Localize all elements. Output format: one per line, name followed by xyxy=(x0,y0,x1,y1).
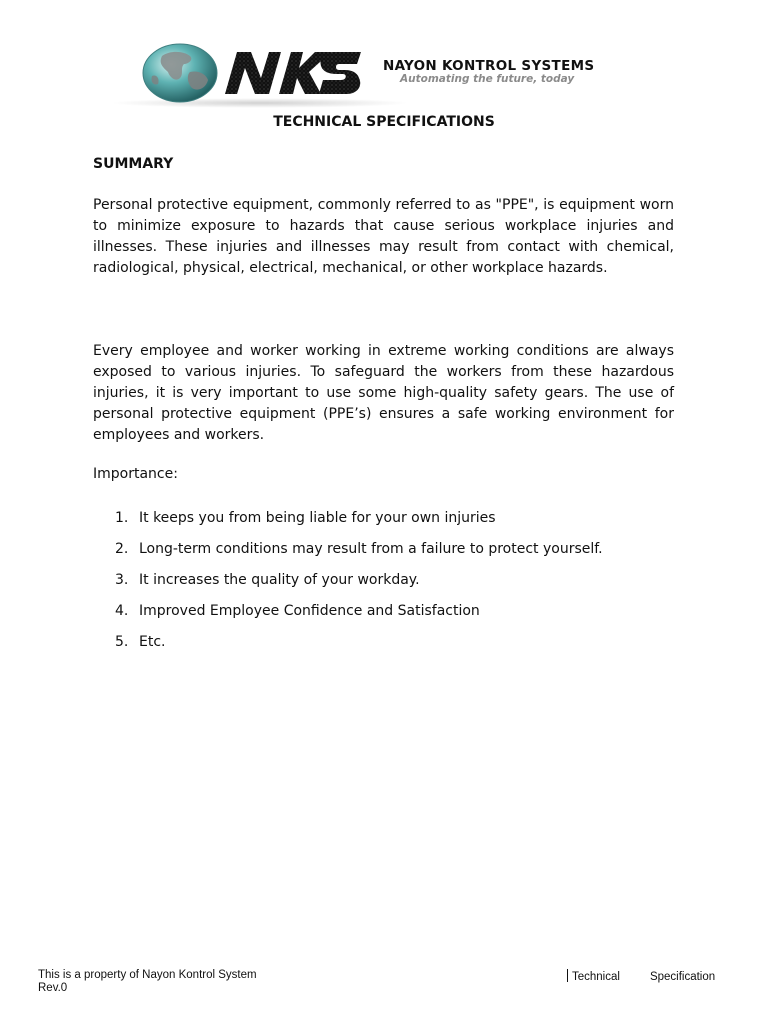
footer-separator xyxy=(567,969,568,982)
list-item-text: Long-term conditions may result from a failure to protect yourself. xyxy=(139,541,603,557)
footer-revision: Rev.0 xyxy=(38,982,68,994)
list-item-number: 4. xyxy=(115,603,129,619)
list-item xyxy=(93,601,693,632)
list-item xyxy=(93,632,693,663)
list-item-text: It increases the quality of your workday. xyxy=(139,572,420,588)
company-name: NAYON KONTROL SYSTEMS xyxy=(383,58,595,74)
document-title: TECHNICAL SPECIFICATIONS xyxy=(273,114,495,130)
company-tagline: Automating the future, today xyxy=(400,73,575,85)
list-item xyxy=(93,570,693,601)
globe-icon xyxy=(140,42,220,104)
footer-property-notice: This is a property of Nayon Kontrol System xyxy=(38,969,257,981)
paragraph-ppe-definition: Personal protective equipment, commonly referred to as "PPE", is equipment worn to minimize exposure to hazards that cause serious workplace injuries and illnesses. These injuries and illnesses may result from contact with chemical, radiological, physical, electrical, mechanical, or other workplace hazards. xyxy=(93,197,674,276)
importance-list xyxy=(93,508,693,663)
footer-doc-type-word2: Specification xyxy=(649,971,716,983)
footer-right xyxy=(567,969,715,984)
list-item-number: 1. xyxy=(115,510,129,526)
footer-doc-type-word1: Technical xyxy=(572,971,620,983)
paragraph-ppe-purpose: Every employee and worker working in extreme working conditions are always exposed to various injuries. To safeguard the workers from these hazardous injuries, it is very important to use some high-quality safety gears. The use of personal protective equipment (PPE’s) ensures a safe working environment for employees and workers. xyxy=(93,343,674,443)
list-item-text: Etc. xyxy=(139,634,166,650)
list-item xyxy=(93,508,693,539)
list-item-text: Improved Employee Confidence and Satisfaction xyxy=(139,603,480,619)
summary-heading: SUMMARY xyxy=(93,156,174,172)
list-item xyxy=(93,539,693,570)
nks-logo xyxy=(223,48,363,96)
list-item-number: 2. xyxy=(115,541,129,557)
importance-label: Importance: xyxy=(93,466,178,482)
footer-left xyxy=(38,969,257,995)
letterhead xyxy=(110,40,670,110)
list-item-number: 3. xyxy=(115,572,129,588)
list-item-text: It keeps you from being liable for your own injuries xyxy=(139,510,496,526)
list-item-number: 5. xyxy=(115,634,129,650)
